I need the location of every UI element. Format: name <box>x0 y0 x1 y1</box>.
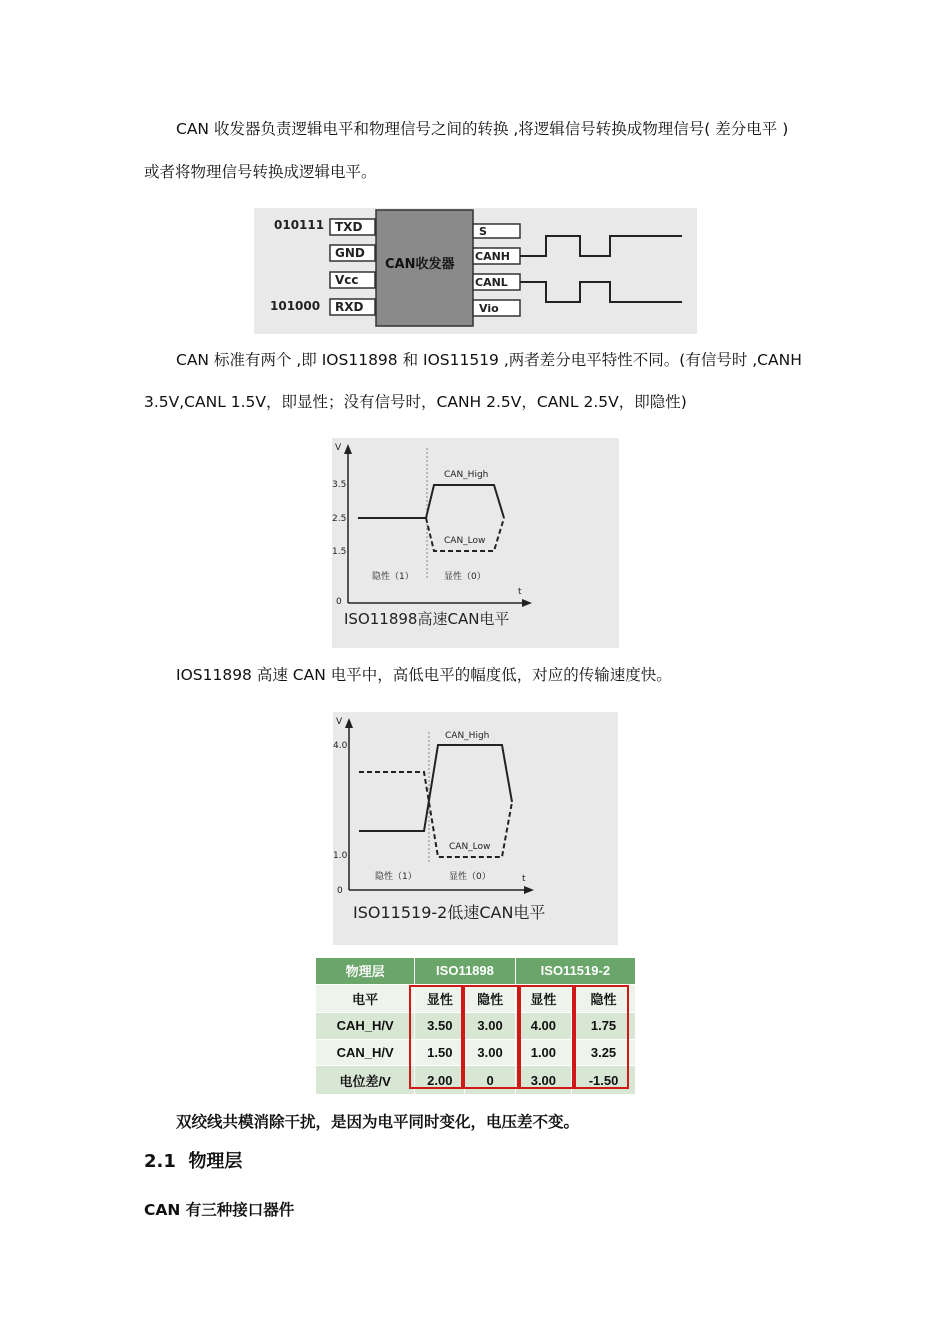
iso11898-can-low-line <box>426 518 504 551</box>
left-pin-rxd <box>330 299 375 315</box>
paragraph-3: IOS11898 高速 CAN 电平中，高低电平的幅度低，对应的传输速度快。 <box>176 666 672 684</box>
table-cell: 4.00 <box>515 1013 571 1040</box>
right-pin-canh-label: CANH <box>475 250 510 263</box>
table-cell: -1.50 <box>572 1066 636 1095</box>
iso11898-caption: ISO11898高速CAN电平 <box>344 610 510 628</box>
iso11519-can-high-line <box>359 745 512 831</box>
right-pin-s <box>473 224 520 238</box>
iso11519-y-tick-0: 0 <box>337 886 343 896</box>
output-bits-label: 101000 <box>270 299 321 313</box>
iso11519-caption: ISO11519-2低速CAN电平 <box>353 903 546 922</box>
iso11519-y-tick-1-0: 1.0 <box>333 851 348 861</box>
left-pin-txd-label: TXD <box>335 220 363 234</box>
iso11519-dominant-label: 显性（0） <box>449 872 491 882</box>
iso11898-chart <box>332 438 619 648</box>
iso11519-high-label: CAN_High <box>445 731 490 741</box>
left-pin-gnd-label: GND <box>335 246 365 260</box>
paragraph-1-line-1: CAN 收发器负责逻辑电平和物理信号之间的转换 ,将逻辑信号转换成物理信号( 差分电平 ) <box>176 120 789 138</box>
table-cell: 3.25 <box>572 1039 636 1066</box>
iso11519-low-label: CAN_Low <box>449 842 491 852</box>
table-cell: 1.00 <box>515 1039 571 1066</box>
iso11898-y-tick-3-5: 3.5 <box>332 480 347 490</box>
table-header-iso11898: ISO11898 <box>415 958 516 985</box>
iso11519-y-tick-4-0: 4.0 <box>333 741 348 751</box>
right-pin-canh <box>473 248 520 264</box>
left-pin-rxd-label: RXD <box>335 300 364 314</box>
section-heading <box>144 1147 242 1173</box>
left-pin-vcc-label: Vcc <box>335 273 359 287</box>
paragraph-1-line-2: 或者将物理信号转换成逻辑电平。 <box>144 163 377 181</box>
iso11519-y-axis-label: V <box>336 717 343 727</box>
table-header-physical-layer: 物理层 <box>316 958 415 985</box>
paragraph-2-line-1: CAN 标准有两个 ,即 IOS11898 和 IOS11519 ,两者差分电平特性不同。(有信号时 ,CANH <box>176 351 802 369</box>
right-pin-s-label: S <box>479 225 487 238</box>
section-number: 2.1 <box>144 1151 176 1172</box>
right-pin-vio <box>473 300 520 316</box>
iso11898-can-high-line <box>358 485 504 518</box>
iso11898-y-axis-label: V <box>335 443 342 453</box>
table-subheader-cell: 显性 <box>415 984 465 1013</box>
table-header-iso11519: ISO11519-2 <box>515 958 635 985</box>
subheading: CAN 有三种接口器件 <box>144 1201 295 1219</box>
iso11898-y-tick-0: 0 <box>336 597 342 607</box>
table-cell: 1.50 <box>415 1039 465 1066</box>
table-cell: 3.00 <box>515 1066 571 1095</box>
transceiver-chip-label: CAN收发器 <box>385 257 455 272</box>
iso11898-y-tick-1-5: 1.5 <box>332 547 347 557</box>
table-row-label: 电位差/V <box>316 1066 415 1095</box>
left-pin-gnd <box>330 245 375 261</box>
table-cell: 1.75 <box>572 1013 636 1040</box>
iso11519-x-axis-label: t <box>522 874 526 884</box>
transceiver-diagram <box>254 208 697 334</box>
table-subheader-cell: 隐性 <box>572 984 636 1013</box>
paragraph-4: 双绞线共模消除干扰，是因为电平同时变化，电压差不变。 <box>176 1113 580 1131</box>
section-title: 物理层 <box>188 1151 243 1172</box>
left-pin-vcc <box>330 272 375 288</box>
iso11898-dominant-label: 显性（0） <box>444 572 486 582</box>
paragraph-2-line-2: 3.5V,CANL 1.5V，即显性；没有信号时，CANH 2.5V，CANL 2.5V，即隐性) <box>144 393 687 411</box>
right-pin-vio-label: Vio <box>479 302 499 315</box>
iso11898-recessive-label: 隐性（1） <box>372 572 414 582</box>
table-row-label: CAN_H/V <box>316 1039 415 1066</box>
iso11898-y-tick-2-5: 2.5 <box>332 514 347 524</box>
right-pin-canl-label: CANL <box>475 276 508 289</box>
iso11519-recessive-label: 隐性（1） <box>375 872 417 882</box>
table-subheader-cell: 隐性 <box>465 984 515 1013</box>
iso11519-chart <box>333 712 618 945</box>
table-row-label: CAH_H/V <box>316 1013 415 1040</box>
level-table <box>315 957 636 1095</box>
table-subheader-level: 电平 <box>316 984 415 1013</box>
iso11898-low-label: CAN_Low <box>444 536 486 546</box>
input-bits-label: 010111 <box>274 218 325 232</box>
iso11898-x-axis-label: t <box>518 587 522 597</box>
table-cell: 3.00 <box>465 1039 515 1066</box>
right-pin-canl <box>473 274 520 290</box>
table-cell: 0 <box>465 1066 515 1095</box>
table-subheader-cell: 显性 <box>515 984 571 1013</box>
table-cell: 3.00 <box>465 1013 515 1040</box>
left-pin-txd <box>330 219 375 235</box>
canh-waveform <box>520 236 682 256</box>
table-cell: 2.00 <box>415 1066 465 1095</box>
iso11898-high-label: CAN_High <box>444 470 489 480</box>
table-cell: 3.50 <box>415 1013 465 1040</box>
canl-waveform <box>520 282 682 302</box>
